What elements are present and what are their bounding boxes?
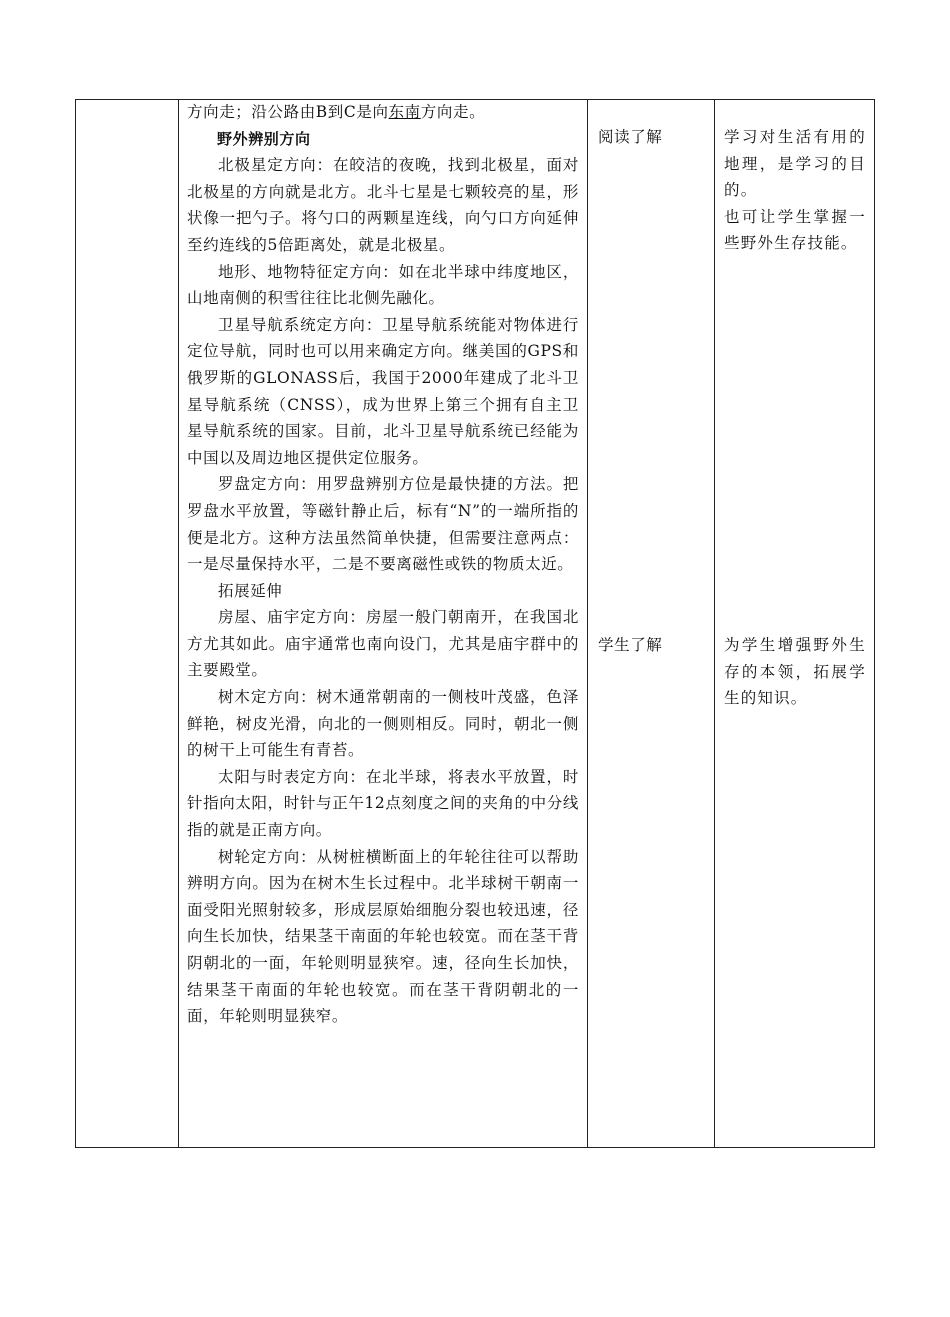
teaching-content-cell [187,99,579,1030]
underlined-answer: 东南 [388,103,421,121]
design-intent-1 [724,124,866,257]
paragraph-terrain: 地形、地物特征定方向：如在北半球中纬度地区，山地南侧的积雪往往比北侧先融化。 [187,262,579,308]
section-heading-extension: 拓展延伸 [218,581,283,600]
design-intent-2 [724,632,866,712]
paragraph-sun-watch: 太阳与时表定方向：在北半球，将表水平放置，时针指向太阳，时针与正午12点刻度之间的夹角的中分线指的就是正南方向。 [187,767,579,840]
design-intent-2-text: 为学生增强野外生存的本领，拓展学生的知识。 [724,636,866,708]
design-intent-1b: 也可让学生掌握一些野外生存技能。 [724,207,866,253]
paragraph-polaris: 北极星定方向：在皎洁的夜晚，找到北极星，面对北极星的方向就是北方。北斗七星是七颗较亮的星，形状像一把勺子。将勺口的两颗星连线，向勺口方向延伸至约连线的5倍距离处，就是北极星。 [187,156,579,254]
paragraph-compass: 罗盘定方向：用罗盘辨别方位是最快捷的方法。把罗盘水平放置，等磁针静止后，标有“N”的一端所指的便是北方。这种方法虽然简单快捷，但需要注意两点：一是尽量保持水平，二是不要离磁性或铁的物质太近。 [187,475,579,574]
paragraph-tree-rings: 树轮定方向：从树桩横断面上的年轮往往可以帮助辨明方向。因为在树木生长过程中。北半球树干朝南一面受阳光照射较多，形成层原始细胞分裂也较迅速，径向生长加快，结果茎干南面的年轮也较宽。而在茎干背阴朝北的一面，年轮则明显狭窄。速，径向生长加快，结果茎干南面的年轮也较宽。而在茎干背阴朝北的一面，年轮则明显狭窄。 [187,847,579,1026]
student-activity-2: 学生了解 [598,636,663,654]
column-divider [587,100,588,1147]
column-divider [714,100,715,1147]
paragraph-satellite: 卫星导航系统定方向：卫星导航系统能对物体进行定位导航，同时也可以用来确定方向。继美国的GPS和俄罗斯的GLONASS后，我国于2000年建成了北斗卫星导航系统（CNSS），成为世界上第三个拥有自主卫星导航系统的国家。目前，北斗卫星导航系统已经能为中国以及周边地区提供定位服务。 [187,315,579,467]
column-divider [178,100,179,1147]
paragraph-tree: 树木定方向：树木通常朝南的一侧枝叶茂盛，色泽鲜艳，树皮光滑，向北的一侧则相反。同时，朝北一侧的树干上可能生有青苔。 [187,688,579,760]
design-intent-1a: 学习对生活有用的地理，是学习的目的。 [724,128,866,200]
intro-line: 方向走；沿公路由B到C是向东南方向走。 [187,103,486,121]
student-activity-1: 阅读了解 [598,128,663,146]
paragraph-house: 房屋、庙宇定方向：房屋一般门朝南开，在我国北方尤其如此。庙宇通常也南向设门，尤其是庙宇群中的主要殿堂。 [187,608,579,680]
lesson-table [75,99,875,1148]
section-heading-wild: 野外辨别方向 [217,129,311,148]
